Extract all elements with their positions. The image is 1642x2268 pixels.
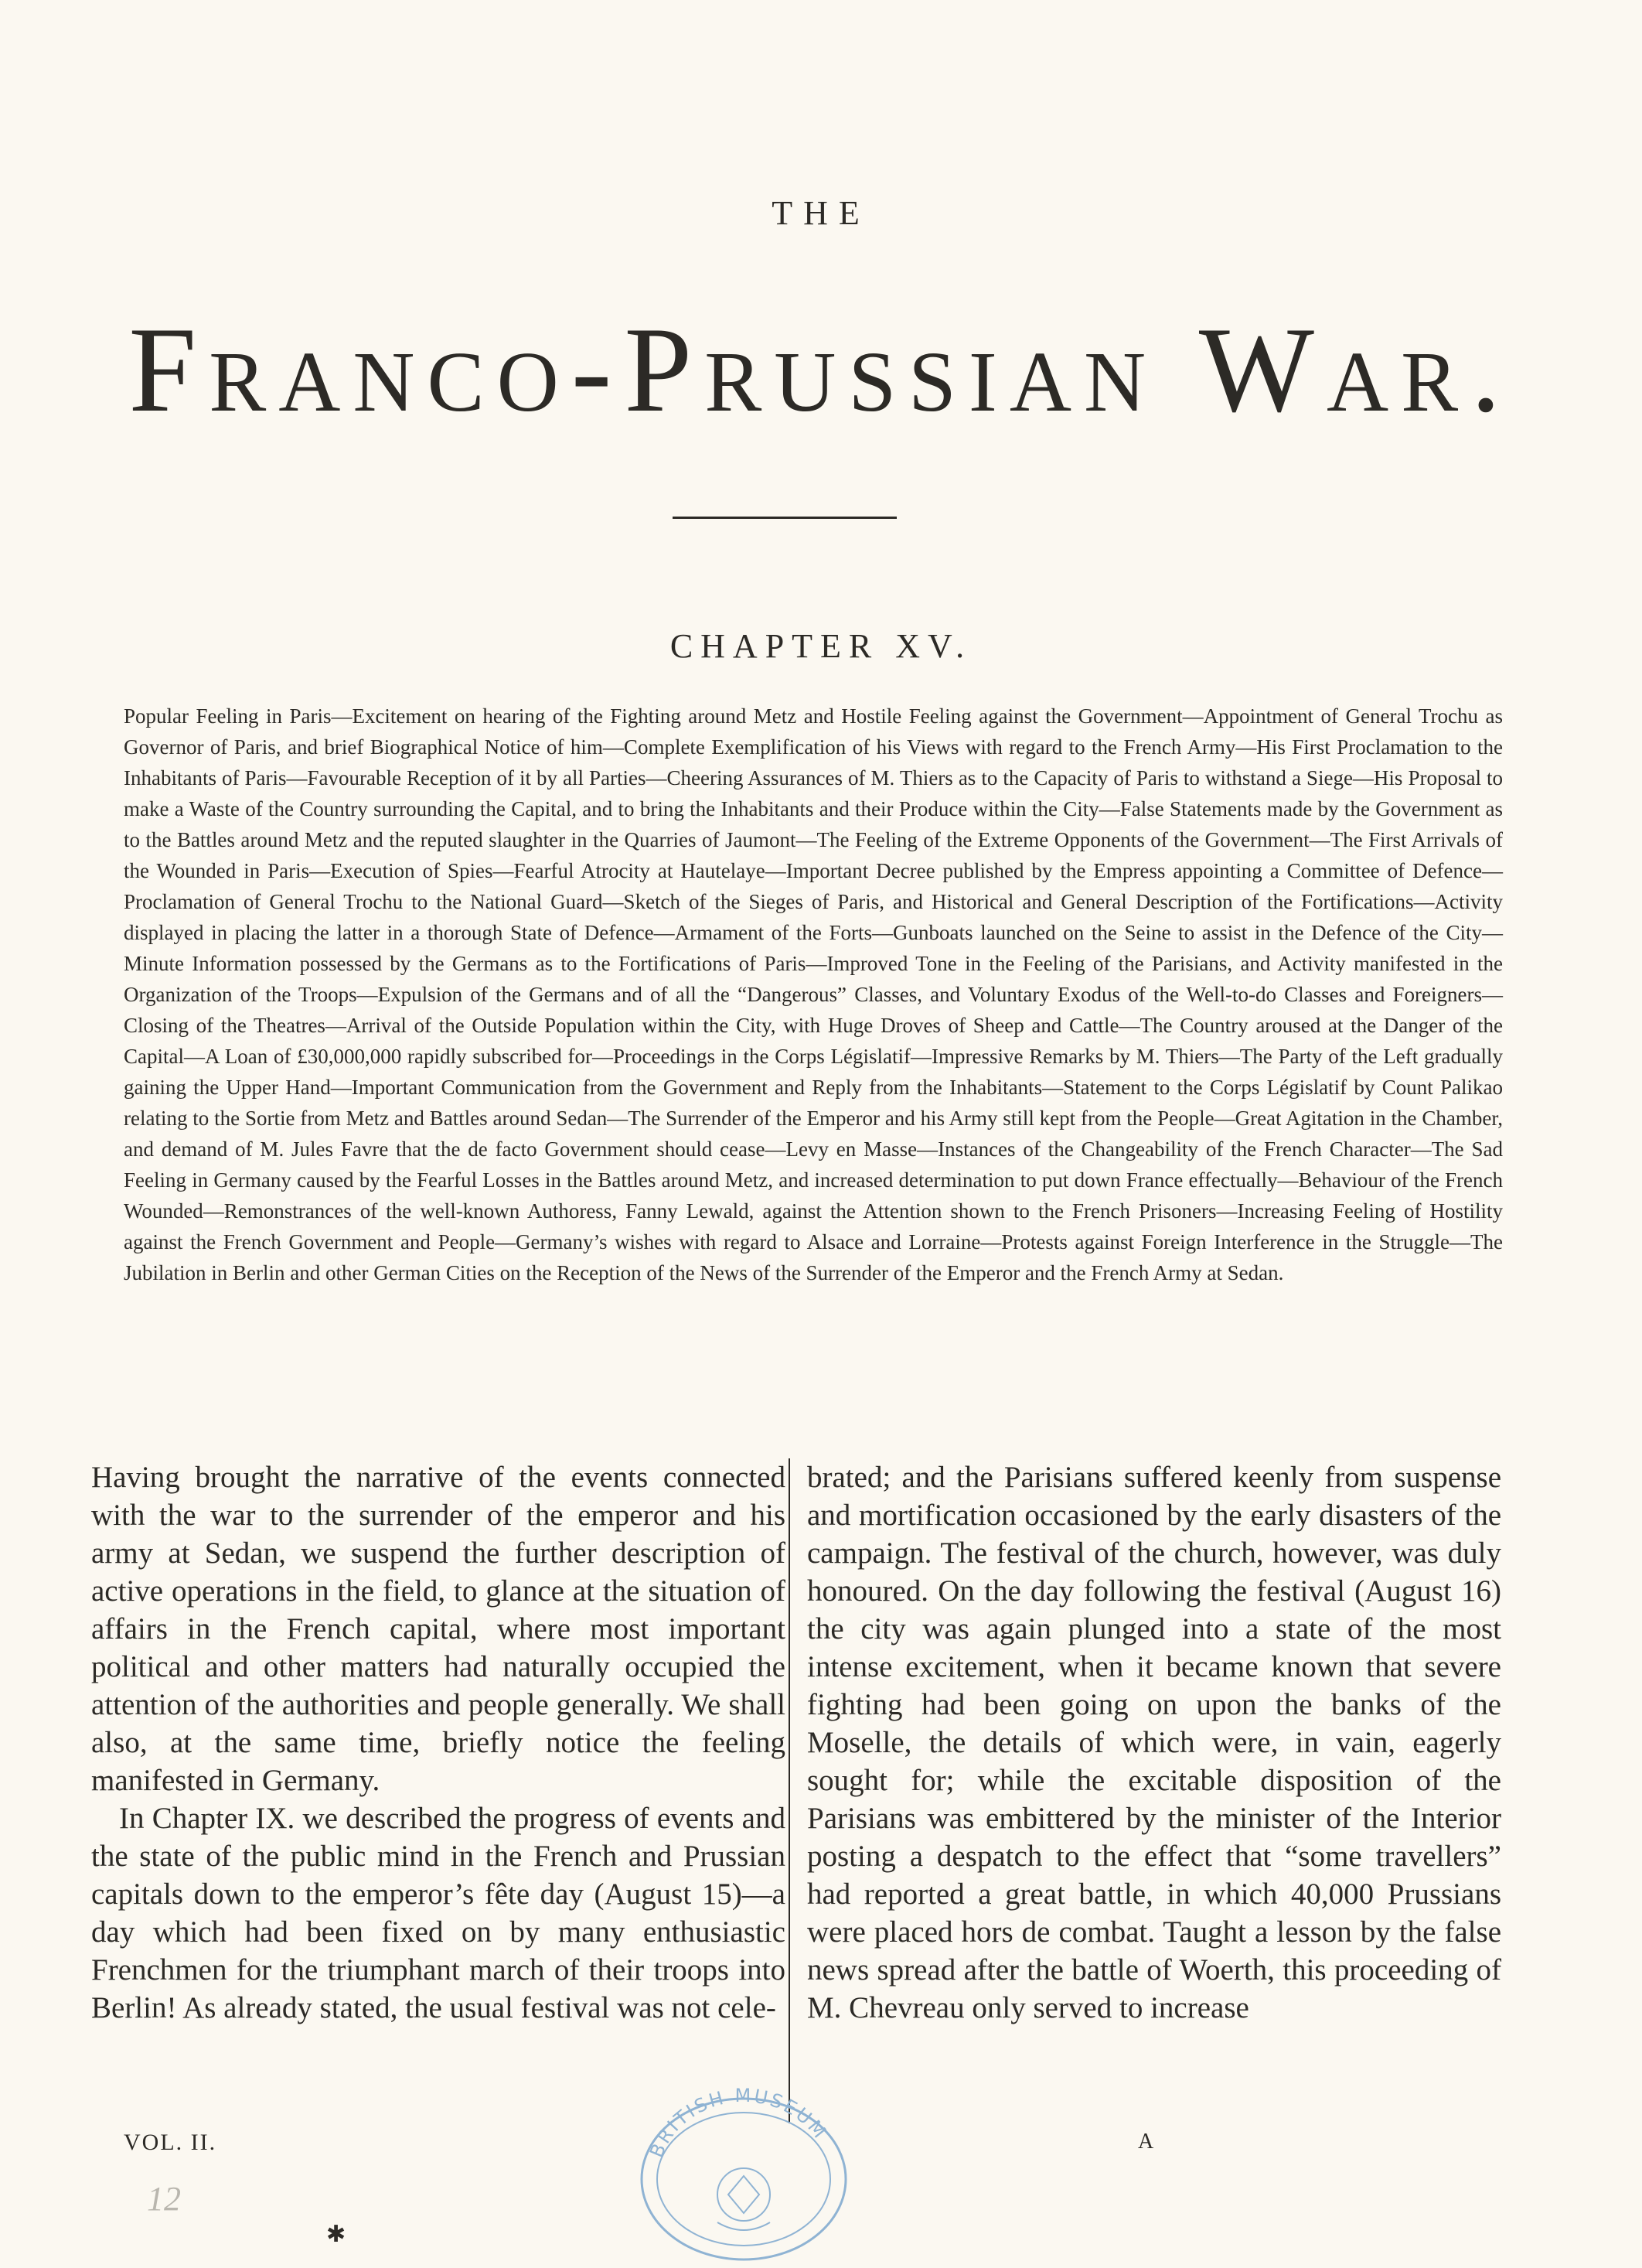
- paragraph: Having brought the narrative of the events connected with the war to the surrender of the emperor and his army at Sedan, we suspend the further description of active operations in the field, to glance at the situation of affairs in the French capital, where most important political and other matters had naturally occupied the attention of the authorities and people generally. We shall also, at the same time, briefly notice the feeling manifested in Germany.: [91, 1461, 785, 1797]
- ornament-glyph: ✱: [326, 2222, 346, 2247]
- signature-mark: A: [1138, 2130, 1154, 2154]
- book-title: Franco-Prussian War.: [128, 302, 1514, 438]
- left-column: [91, 1458, 785, 2027]
- paragraph: In Chapter IX. we described the progress of events and the state of the public mind in the French and Prussian capitals down to the emperor’s fête day (August 15)—a day which had been fixed on by many enthusiastic Frenchmen for the triumphant march of their troops into Berlin! As already stated, the usual festival was not cele-: [91, 1802, 785, 2024]
- library-stamp: [628, 2079, 860, 2264]
- title-rule: [673, 517, 897, 519]
- chapter-synopsis: Popular Feeling in Paris—Excitement on hearing of the Fighting around Metz and Hostile Feeling against the Government—Appointment of General Trochu as Governor of Paris, and brief Biographical Notice of him—Complete Exemplification of his Views with regard to the French Army—His First Proclamation to the Inhabitants of Paris—Favourable Reception of it by all Parties—Cheering Assurances of M. Thiers as to the Capacity of Paris to withstand a Siege—His Proposal to make a Waste of the Country surrounding the Capital, and to bring the Inhabitants and their Produce within the City—False Statements made by the Government as to the Battles around Metz and the reputed slaughter in the Quarries of Jaumont—The Feeling of the Extreme Opponents of the Government—The First Arrivals of the Wounded in Paris—Execution of Spies—Fearful Atrocity at Hautelaye—Important Decree published by the Empress appointing a Committee of Defence—Proclamation of General Trochu to the National Guard—Sketch of the Sieges of Paris, and Historical and General Description of the Fortifications—Activity displayed in placing the latter in a thorough State of Defence—Armament of the Forts—Gunboats launched on the Seine to assist in the Defence of the City—Minute Information possessed by the Germans as to the Fortifications of Paris—Improved Tone in the Feeling of the Parisians, and Activity manifested in the Organization of the Troops—Expulsion of the Germans and of all the “Dangerous” Classes, and Voluntary Exodus of the Well-to-do Classes and Foreigners—Closing of the Theatres—Arrival of the Outside Population within the City, with Huge Droves of Sheep and Cattle—The Country aroused at the Danger of the Capital—A Loan of £30,000,000 rapidly subscribed for—Proceedings in the Corps Législatif—Impressive Remarks by M. Thiers—The Party of the Left gradually gaining the Upper Hand—Important Communication from the Government and Reply from the Inhabitants—Statement to the Corps Législatif by Count Palikao relating to the Sortie from Metz and Battles around Sedan—The Surrender of the Emperor and his Army still kept from the People—Great Agitation in the Chamber, and demand of M. Jules Favre that the de facto Government should cease—Levy en Masse—Instances of the Changeability of the French Character—The Sad Feeling in Germany caused by the Fearful Losses in the Battles around Metz, and increased determination to put down France effectually—Behaviour of the French Wounded—Remonstrances of the well-known Authoress, Fanny Lewald, against the Attention shown to the French Prisoners—Increasing Feeling of Hostility against the French Government and People—Germany’s wishes with regard to Alsace and Lorraine—Protests against Foreign Interference in the Struggle—The Jubilation in Berlin and other German Cities on the Reception of the News of the Surrender of the Emperor and the French Army at Sedan.: [124, 704, 1503, 1284]
- column-divider: [789, 1458, 790, 2123]
- title-article: THE: [772, 194, 870, 232]
- volume-label: VOL. II.: [124, 2130, 217, 2155]
- body-columns: [91, 1458, 1511, 2092]
- paragraph: brated; and the Parisians suffered keenly from suspense and mortification occasioned by the early disasters of the campaign. The festival of the church, however, was duly honoured. On the day following the festival (August 16) the city was again plunged into a state of the most intense excitement, when it became known that severe fighting had been going on upon the banks of the Moselle, the details of which were, in vain, eagerly sought for; while the excitable disposition of the Parisians was embittered by the minister of the Interior posting a despatch to the effect that “some travellers” had reported a great battle, in which 40,000 Prussians were placed hors de combat. Taught a lesson by the false news spread after the battle of Woerth, this proceeding of M. Chevreau only served to increase: [807, 1461, 1501, 2024]
- pencil-annotation: 12: [147, 2180, 181, 2218]
- chapter-heading: CHAPTER XV.: [669, 627, 973, 665]
- stamp-text: BRITISH MUSEUM: [645, 2085, 832, 2161]
- stamp-seal-icon: [628, 2079, 860, 2264]
- right-column: [807, 1458, 1501, 2027]
